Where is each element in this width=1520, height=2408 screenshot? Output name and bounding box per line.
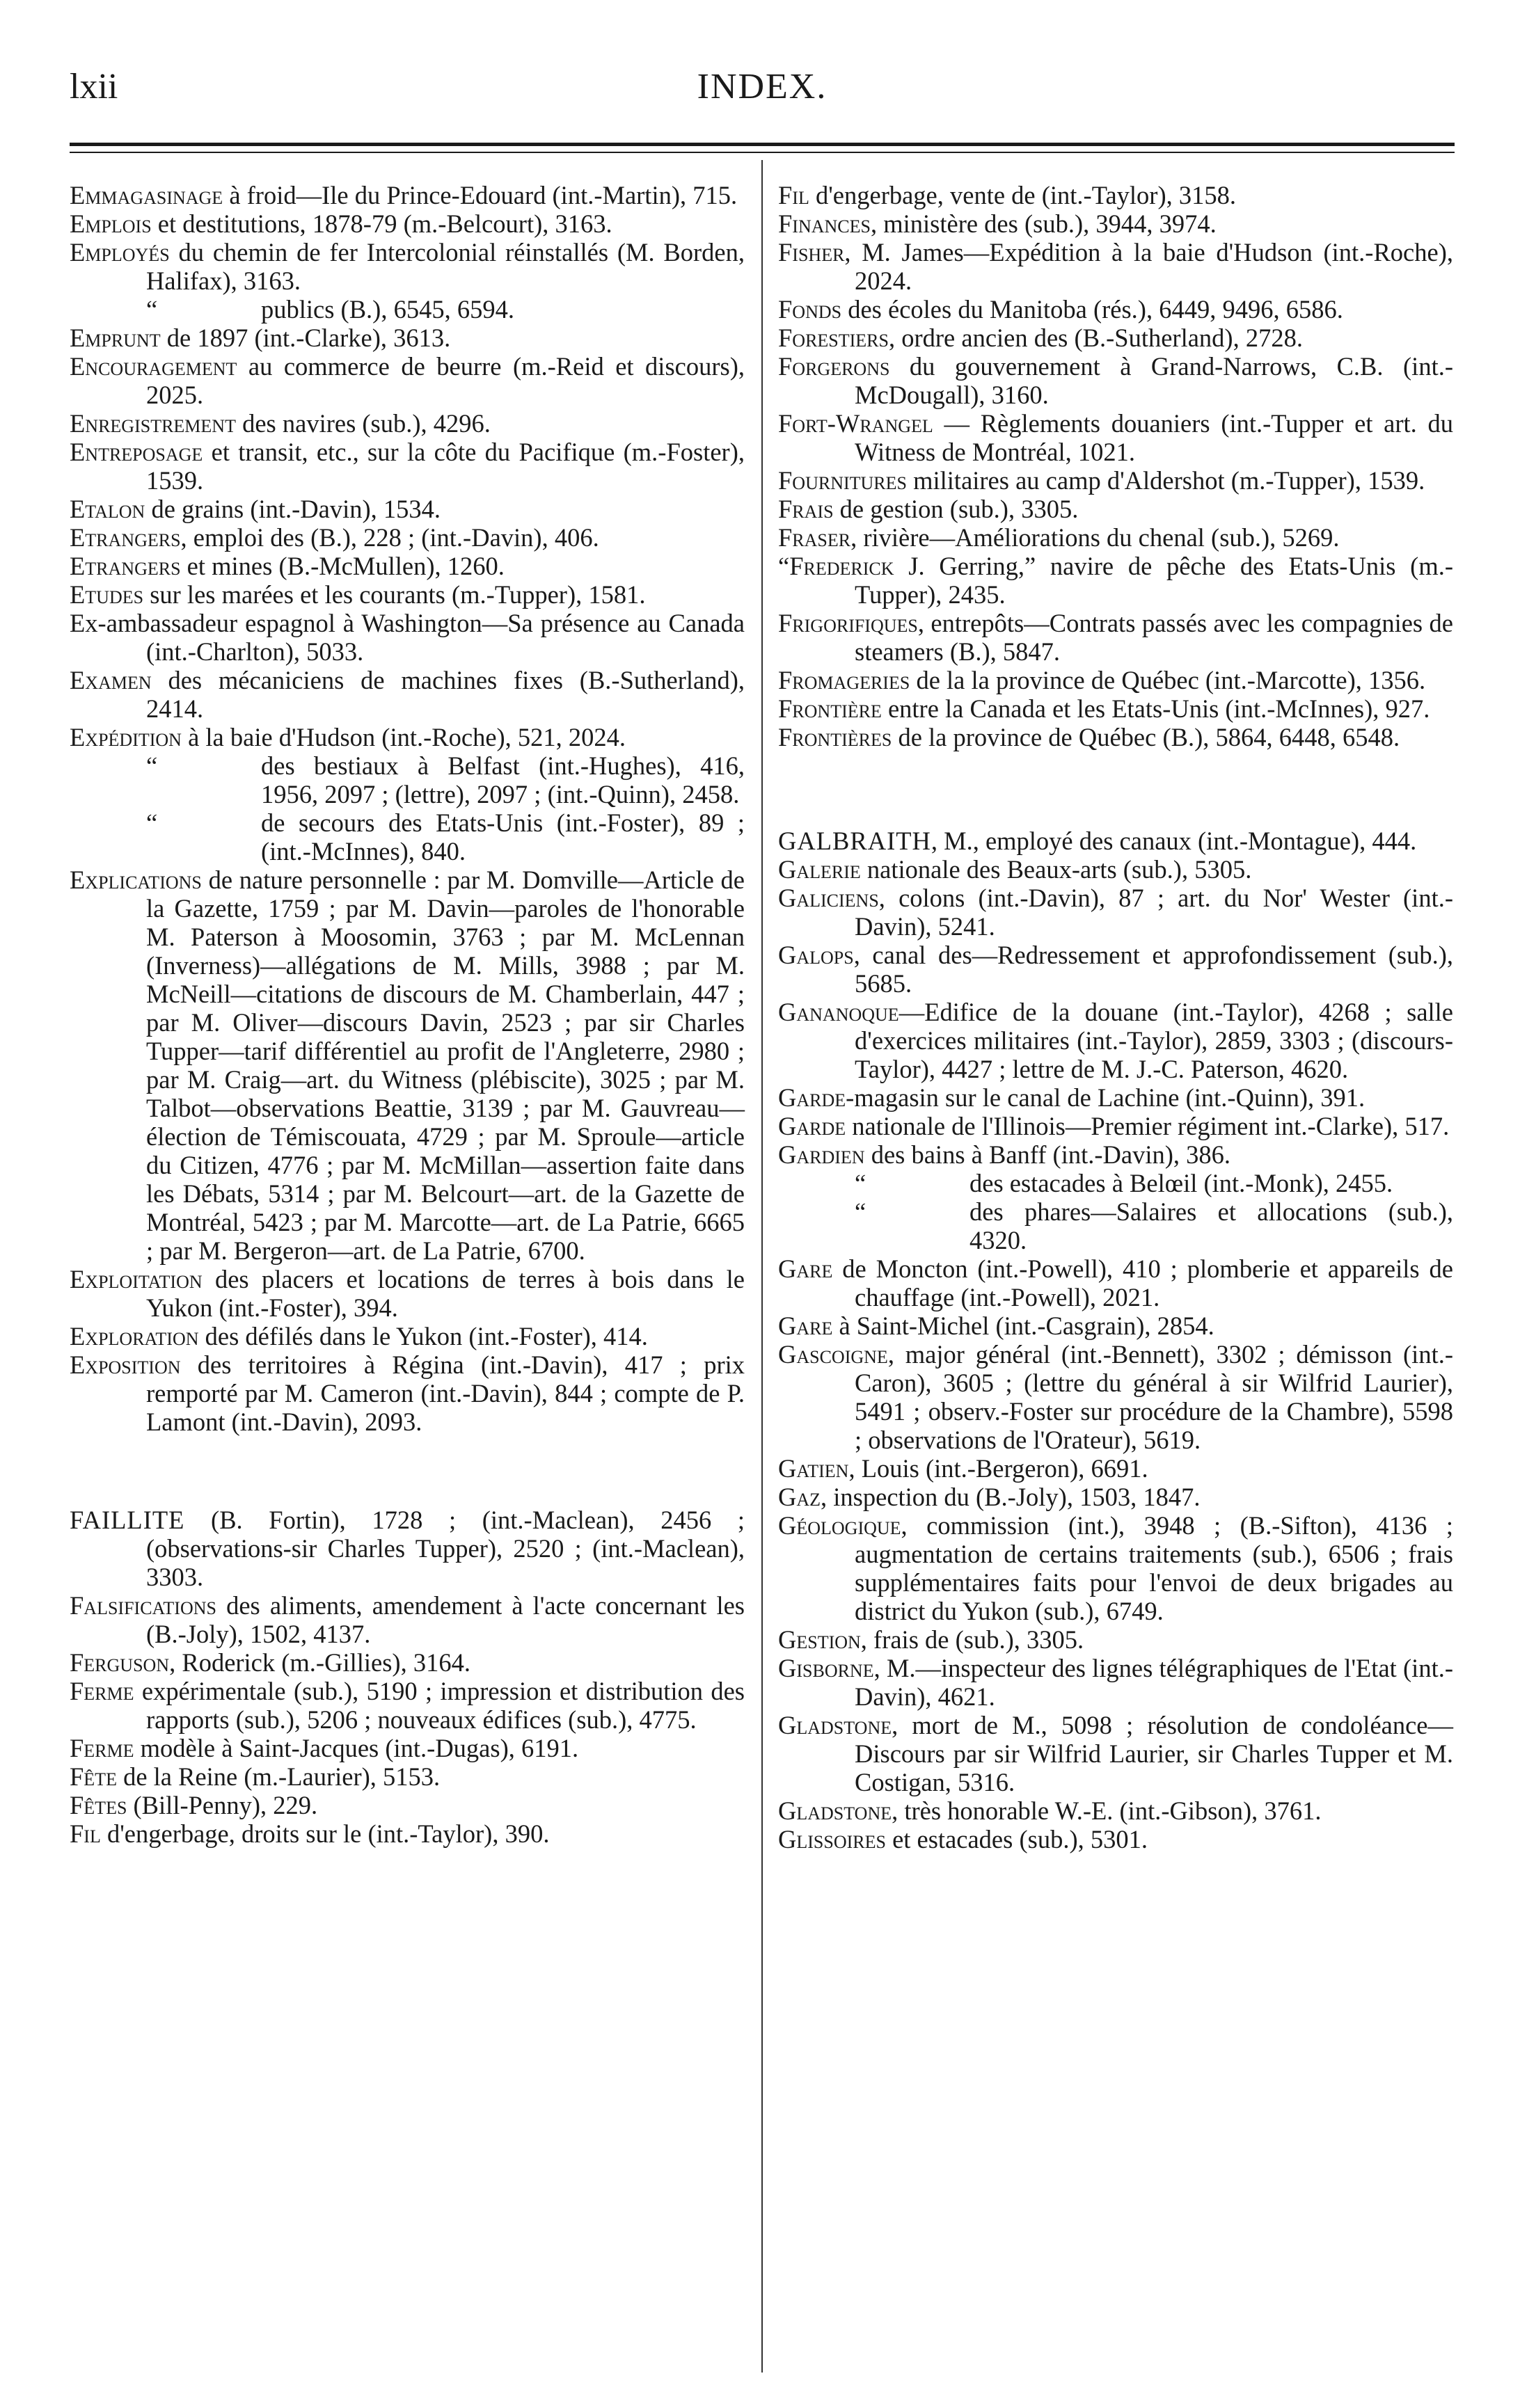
index-entry [778,1197,1453,1254]
entry-heading: Gare [778,1254,833,1283]
entry-text: des placers et locations de terres à bois dans le Yukon (int.-Foster), 394. [146,1265,745,1322]
entry-text: , entrepôts—Contrats passés avec les compagnies de steamers (B.), 5847. [855,609,1453,666]
entry-heading: Examen [70,666,152,694]
index-entry [70,1648,745,1677]
left-column [70,181,745,1848]
entry-text: publics (B.), 6545, 6594. [261,295,514,324]
index-entry [70,438,745,495]
entry-text: des écoles du Manitoba (rés.), 6449, 9496, 6586. [841,295,1343,324]
ditto-mark: “ [855,1169,866,1197]
index-entry [778,1340,1453,1454]
entry-text: et destitutions, 1878-79 (m.-Belcourt), 3163. [151,209,612,238]
entry-text: , canal des—Redressement et approfondissement (sub.), 5685. [853,941,1453,998]
entry-text: et mines (B.-McMullen), 1260. [180,552,505,580]
entry-heading: Etrangers [70,523,181,552]
entry-text: , M. James—Expédition à la baie d'Hudson (int.-Roche), 2024. [844,238,1453,295]
index-entry [778,1112,1453,1140]
entry-heading: Explications [70,866,202,894]
entry-text: , ordre ancien des (B.-Sutherland), 2728. [888,324,1303,352]
page-header [70,66,1455,122]
index-entry [70,324,745,352]
entry-text: du chemin de fer Intercolonial réinstallés (M. Borden, Halifax), 3163. [146,238,745,295]
entry-text: , major général (int.-Bennett), 3302 ; démisson (int.-Caron), 3605 ; (lettre du général à sir Wilfrid Laurier), 5491 ; observ.-Foster sur procédure de la Chambre), 5598 ; observations de l'Orateur), 5619. [855,1340,1453,1454]
entry-heading: Entreposage [70,438,203,466]
index-entry [778,523,1453,552]
entry-heading: Emprunt [70,324,161,352]
entry-heading: Gatien [778,1454,849,1483]
index-entry [70,1322,745,1350]
entry-heading: Galops [778,941,854,969]
entry-heading: Etrangers [70,552,181,580]
index-entry [778,181,1453,209]
entry-heading: Garde [778,1112,846,1140]
index-entry [70,666,745,723]
index-entry [778,1454,1453,1483]
entry-heading: Fromageries [778,666,910,694]
entry-text: entre la Canada et les Etats-Unis (int.-McInnes), 927. [881,694,1430,723]
entry-text: , frais de (sub.), 3305. [860,1625,1084,1654]
entry-text: , commission (int.), 3948 ; (B.-Sifton), 4136 ; augmentation de certains traitements (sub.), 6506 ; frais supplémentaires faits pour l'envoi de deux brigades au district du Yukon (sub.), 6749. [855,1511,1453,1625]
entry-heading: Gascoigne [778,1340,888,1369]
entry-text: (B. Fortin), 1728 ; (int.-Maclean), 2456 ; (observations-sir Charles Tupper), 2520 ; (int.-Maclean), 3303. [146,1506,745,1591]
index-entry [778,1483,1453,1511]
entry-heading: Fil [70,1819,101,1848]
entry-text: d'engerbage, vente de (int.-Taylor), 3158. [809,181,1236,209]
entry-heading: Fort-Wrangel [778,409,933,438]
entry-heading: Gardien [778,1140,865,1169]
index-entry [778,209,1453,238]
index-entry [70,723,745,751]
entry-heading: Fisher [778,238,845,266]
entry-text: des mécaniciens de machines fixes (B.-Sutherland), 2414. [146,666,745,723]
index-entry [778,1711,1453,1796]
index-entry [70,523,745,552]
entry-heading: Ferme [70,1677,134,1705]
entry-text: , ministère des (sub.), 3944, 3974. [870,209,1217,238]
index-entry [778,1254,1453,1311]
entry-heading: FAILLITE [70,1506,185,1534]
index-entry [70,1265,745,1322]
entry-heading: Gladstone [778,1711,892,1739]
entry-text: , M.—inspecteur des lignes télégraphiques de l'Etat (int.-Davin), 4621. [855,1654,1453,1711]
entry-heading: Frontières [778,723,892,751]
index-entry [778,295,1453,324]
page-folio: lxii [70,67,118,106]
entry-text: —Edifice de la douane (int.-Taylor), 4268 ; salle d'exercices militaires (int.-Taylor), 2859, 3303 ; (discours-Taylor), 4427 ; lettre de M. J.-C. Paterson, 4620. [855,998,1453,1083]
index-entry [70,1591,745,1648]
index-entry [70,609,745,666]
index-entry [778,1083,1453,1112]
index-entry [778,324,1453,352]
entry-heading: Emmagasinage [70,181,223,209]
entry-text: , emploi des (B.), 228 ; (int.-Davin), 406. [180,523,599,552]
entry-heading: Gananoque [778,998,899,1026]
entry-heading: Glissoires [778,1825,886,1853]
entry-text: militaires au camp d'Aldershot (m.-Tupper), 1539. [906,466,1425,495]
entry-text: , Roderick (m.-Gillies), 3164. [169,1648,470,1677]
entry-text: de la la province de Québec (int.-Marcotte), 1356. [910,666,1426,694]
index-entry [70,409,745,438]
entry-text: — Règlements douaniers (int.-Tupper et art. du Witness de Montréal, 1021. [855,409,1453,466]
entry-heading: Falsifications [70,1591,216,1620]
entry-text: au commerce de beurre (m.-Reid et discours), 2025. [146,352,745,409]
ditto-mark: “ [855,1197,866,1226]
index-entry [778,855,1453,884]
entry-heading: Employés [70,238,170,266]
entry-heading: Gisborne [778,1654,874,1682]
entry-text: de secours des Etats-Unis (int.-Foster), 89 ; (int.-McInnes), 840. [261,808,745,866]
index-entry [778,238,1453,295]
entry-heading: Emplois [70,209,152,238]
entry-text: , très honorable W.-E. (int.-Gibson), 3761. [892,1796,1322,1825]
entry-text: à Saint-Michel (int.-Casgrain), 2854. [832,1311,1214,1340]
entry-heading: Gladstone [778,1796,892,1825]
entry-text: de la Reine (m.-Laurier), 5153. [116,1762,441,1791]
entry-text: -magasin sur le canal de Lachine (int.-Quinn), 391. [846,1083,1365,1112]
index-entry [70,580,745,609]
entry-heading: Fournitures [778,466,907,495]
entry-text: des navires (sub.), 4296. [235,409,491,438]
ditto-mark: “ [146,808,158,837]
entry-text: et transit, etc., sur la côte du Pacifique (m.-Foster), 1539. [146,438,745,495]
entry-heading: Frontière [778,694,882,723]
index-entry [778,1311,1453,1340]
entry-heading: Ferme [70,1734,134,1762]
index-entry [778,884,1453,941]
entry-text: à la baie d'Hudson (int.-Roche), 521, 2024. [181,723,626,751]
entry-heading: Gestion [778,1625,861,1654]
index-entry [70,181,745,209]
entry-text: à froid—Ile du Prince-Edouard (int.-Martin), 715. [223,181,738,209]
entry-heading: Expédition [70,723,182,751]
index-entry [70,495,745,523]
entry-text: de Moncton (int.-Powell), 410 ; plomberie et appareils de chauffage (int.-Powell), 2021. [832,1254,1453,1311]
entry-text: de 1897 (int.-Clarke), 3613. [160,324,451,352]
entry-heading: GALBRAITH [778,827,931,855]
entry-heading: Fêtes [70,1791,127,1819]
entry-heading: Fonds [778,295,842,324]
running-title: INDEX. [697,67,828,106]
entry-text: J. Gerring,” navire de pêche des Etats-Unis (m.-Tupper), 2435. [855,552,1453,609]
entry-heading: Fraser [778,523,851,552]
entry-text: Ex-ambassadeur espagnol à Washington—Sa présence au Canada (int.-Charlton), 5033. [70,609,745,666]
entry-heading: Frais [778,495,834,523]
index-entry [778,1511,1453,1625]
index-entry [70,1350,745,1436]
entry-heading: Garde [778,1083,846,1112]
entry-text: du gouvernement à Grand-Narrows, C.B. (int.-McDougall), 3160. [855,352,1453,409]
entry-text: de la province de Québec (B.), 5864, 6448, 6548. [892,723,1400,751]
entry-heading: Frigorifiques [778,609,918,637]
entry-text: des phares—Salaires et allocations (sub.), 4320. [969,1197,1453,1254]
index-entry [778,1140,1453,1169]
index-entry [70,808,745,866]
entry-text: , rivière—Améliorations du chenal (sub.), 5269. [850,523,1340,552]
entry-text: de gestion (sub.), 3305. [833,495,1079,523]
entry-heading: Exposition [70,1350,181,1379]
entry-heading: Galiciens [778,884,879,912]
index-entry [70,1819,745,1848]
index-entry [70,552,745,580]
entry-text: d'engerbage, droits sur le (int.-Taylor), 390. [100,1819,550,1848]
entry-text: de grains (int.-Davin), 1534. [145,495,441,523]
index-entry [70,1791,745,1819]
entry-text: des bestiaux à Belfast (int.-Hughes), 416, 1956, 2097 ; (lettre), 2097 ; (int.-Quinn), 2458. [261,751,745,808]
entry-text: , colons (int.-Davin), 87 ; art. du Nor' Wester (int.-Davin), 5241. [855,884,1453,941]
entry-heading: Gare [778,1311,833,1340]
index-entry [778,552,1453,609]
entry-heading: Finances [778,209,871,238]
entry-heading: Etudes [70,580,144,609]
entry-heading: Exploitation [70,1265,203,1293]
entry-text: des estacades à Belœil (int.-Monk), 2455. [969,1169,1393,1197]
entry-heading: “Frederick [778,552,894,580]
index-entry [778,1625,1453,1654]
entry-heading: Enregistrement [70,409,236,438]
index-entry [778,409,1453,466]
entry-heading: Gaz [778,1483,821,1511]
entry-text: des défilés dans le Yukon (int.-Foster), 414. [198,1322,648,1350]
entry-heading: Fête [70,1762,117,1791]
index-entry [778,466,1453,495]
entry-text: des aliments, amendement à l'acte concernant les (B.-Joly), 1502, 4137. [146,1591,745,1648]
index-entry [70,295,745,324]
entry-text: , M., employé des canaux (int.-Montague), 444. [931,827,1417,855]
index-entry [778,941,1453,998]
entry-heading: Forgerons [778,352,890,381]
ditto-mark: “ [146,751,158,780]
header-rule-thick [70,143,1455,146]
index-entry [778,1796,1453,1825]
index-entry [778,1169,1453,1197]
index-entry [778,827,1453,855]
entry-text: (Bill-Penny), 229. [127,1791,318,1819]
entry-heading: Géologique [778,1511,901,1540]
entry-heading: Fil [778,181,809,209]
header-rule-thin [70,152,1455,153]
entry-heading: Ferguson [70,1648,170,1677]
index-entry [778,352,1453,409]
entry-text: des territoires à Régina (int.-Davin), 417 ; prix remporté par M. Cameron (int.-Davin), 844 ; compte de P. Lamont (int.-Davin), 2093. [146,1350,745,1436]
index-entry [70,352,745,409]
entry-text: et estacades (sub.), 5301. [885,1825,1148,1853]
entry-text: expérimentale (sub.), 5190 ; impression et distribution des rapports (sub.), 5206 ; nouveaux édifices (sub.), 4775. [134,1677,745,1734]
index-entry [778,1825,1453,1853]
entry-heading: Encouragement [70,352,237,381]
index-entry [70,1734,745,1762]
entry-heading: Exploration [70,1322,199,1350]
entry-text: nationale des Beaux-arts (sub.), 5305. [860,855,1252,884]
index-entry [70,866,745,1265]
index-entry [778,609,1453,666]
entry-text: sur les marées et les courants (m.-Tupper), 1581. [143,580,646,609]
index-entry [70,1506,745,1591]
entry-text: de nature personnelle : par M. Domville—Article de la Gazette, 1759 ; par M. Davin—paroles de l'honorable M. Paterson à Moosomin, 3763 ; par M. McLennan (Inverness)—allégations de M. Mills, 3988 ; par M. McNeill—citations de discours de M. Chamberlain, 447 ; par M. Oliver—discours Davin, 2523 ; par sir Charles Tupper—tarif différentiel au profit de l'Angleterre, 2980 ; par M. Craig—art. du Witness (plébiscite), 3025 ; par M. Talbot—observations Beattie, 3139 ; par M. Gauvreau—élection de Témiscouata, 4729 ; par M. Sproule—article du Citizen, 4776 ; par M. McMillan—assertion faite dans les Débats, 5314 ; par M. Belcourt—art. de la Gazette de Montréal, 5423 ; par M. Marcotte—art. de La Patrie, 6665 ; par M. Bergeron—art. de La Patrie, 6700. [146,866,745,1265]
index-entry [778,694,1453,723]
ditto-mark: “ [146,295,158,324]
index-entry [778,1654,1453,1711]
entry-heading: Etalon [70,495,145,523]
index-entry [70,751,745,808]
index-entry [70,238,745,295]
column-divider [761,160,763,2373]
index-entry [70,1762,745,1791]
index-entry [778,998,1453,1083]
right-column [778,181,1453,1853]
entry-text: des bains à Banff (int.-Davin), 386. [864,1140,1230,1169]
entry-text: nationale de l'Illinois—Premier régiment int.-Clarke), 517. [846,1112,1450,1140]
index-entry [778,666,1453,694]
entry-text: modèle à Saint-Jacques (int.-Dugas), 6191. [134,1734,579,1762]
entry-text: , mort de M., 5098 ; résolution de condoléance—Discours par sir Wilfrid Laurier, sir Charles Tupper et M. Costigan, 5316. [855,1711,1453,1796]
index-entry [70,1677,745,1734]
entry-text: , Louis (int.-Bergeron), 6691. [848,1454,1148,1483]
index-entry [70,209,745,238]
index-entry [778,495,1453,523]
entry-heading: Galerie [778,855,861,884]
entry-text: , inspection du (B.-Joly), 1503, 1847. [821,1483,1201,1511]
index-entry [778,723,1453,751]
entry-heading: Forestiers [778,324,889,352]
